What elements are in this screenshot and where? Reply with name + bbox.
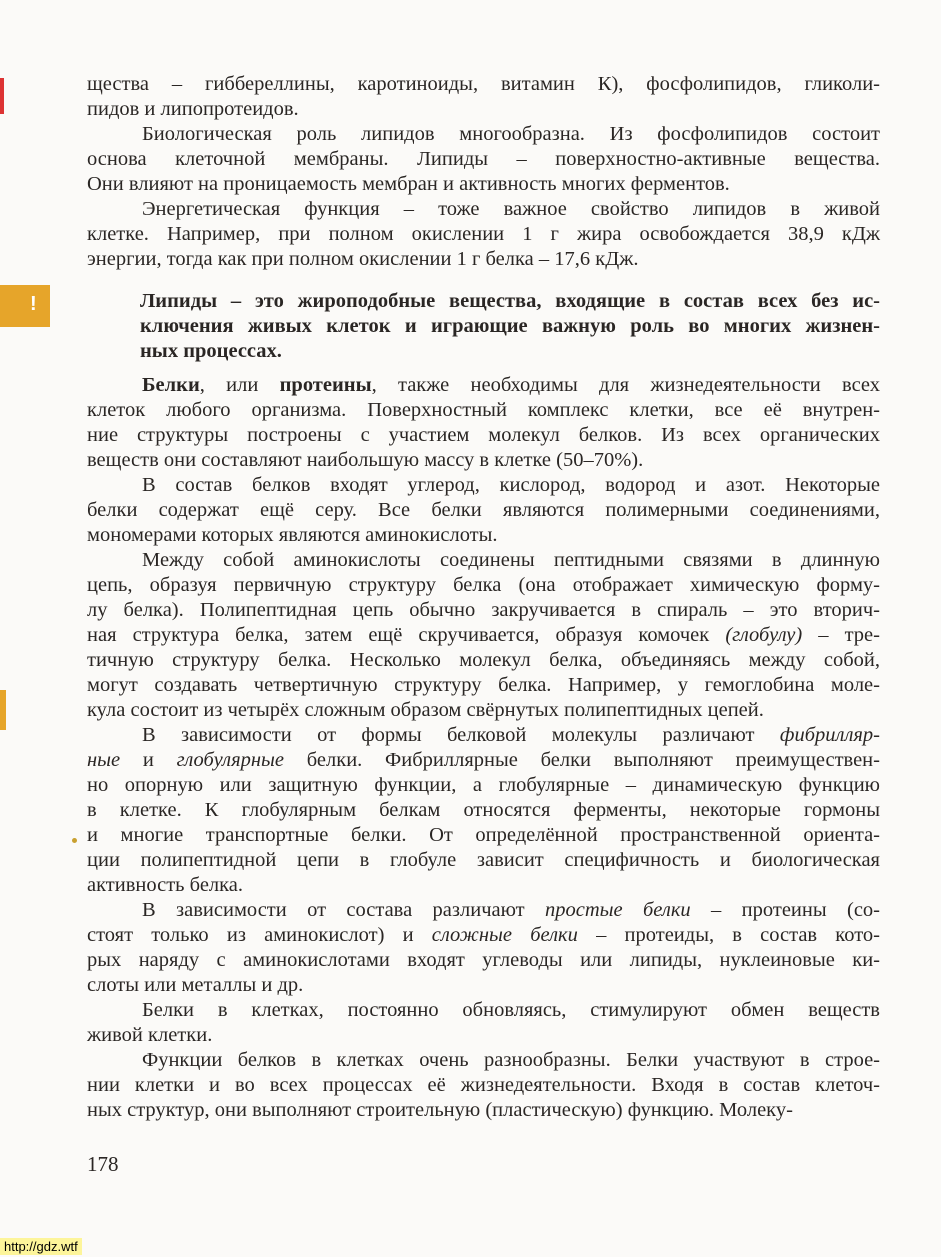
- text-run: и многие транспортные белки. От определённой пространственной ориента-: [87, 824, 880, 846]
- text-line: [87, 122, 880, 147]
- text-run: лу белка). Полипептидная цепь обычно закручивается в спираль – это вторич-: [87, 599, 880, 621]
- text-run: цепь, образуя первичную структуру белка (она отображает химическую форму-: [87, 574, 880, 596]
- paragraph: [87, 723, 880, 898]
- paragraph: [87, 1048, 880, 1123]
- text-run: , или: [199, 374, 280, 396]
- bold-term: протеины: [279, 374, 372, 396]
- page-number: 178: [87, 1152, 119, 1176]
- watermark-link[interactable]: http://gdz.wtf: [0, 1238, 82, 1255]
- paragraph: [87, 72, 880, 122]
- text-run: в клетке. К глобулярным белкам относятся ферменты, некоторые гормоны: [87, 799, 880, 821]
- text-line: [87, 423, 880, 448]
- text-line: [87, 172, 880, 197]
- text-run: веществ они составляют наибольшую массу в клетке (50–70%).: [87, 449, 644, 471]
- text-run: мономерами которых являются аминокислоты.: [87, 524, 498, 546]
- text-line: [87, 998, 880, 1023]
- text-run: , также необходимы для жизнедеятельности всех: [371, 374, 881, 396]
- text-line: [87, 748, 880, 773]
- text-run: ных процессах.: [140, 340, 282, 362]
- text-run: активность белка.: [87, 874, 244, 896]
- paragraph: [87, 898, 880, 998]
- text-line: [87, 523, 880, 548]
- text-line: [87, 398, 880, 423]
- text-run: – тре-: [802, 624, 880, 646]
- bold-term: Белки: [142, 374, 200, 396]
- text-run: рых наряду с аминокислотами входят углеводы или липиды, нуклеиновые ки-: [87, 949, 880, 971]
- text-run: живой клетки.: [87, 1024, 213, 1046]
- text-run: пидов и липопротеидов.: [87, 98, 299, 120]
- text-run: Между собой аминокислоты соединены пептидными связями в длинную: [142, 549, 880, 571]
- text-line: [87, 973, 880, 998]
- text-line: [87, 373, 880, 398]
- text-run: ная структура белка, затем ещё скручивается, образуя комочек: [87, 624, 726, 646]
- text-line: [87, 147, 880, 172]
- text-line: [87, 798, 880, 823]
- paragraph: [87, 122, 880, 197]
- text-run: Белки в клетках, постоянно обновляясь, стимулируют обмен веществ: [142, 999, 880, 1021]
- paragraph: [87, 473, 880, 548]
- italic-term: ные: [87, 749, 121, 771]
- text-run: могут создавать четвертичную структуру белка. Например, у гемоглобина моле-: [87, 674, 880, 696]
- margin-tab: [0, 690, 6, 730]
- italic-term: сложные белки: [431, 924, 578, 946]
- text-run: белки. Фибриллярные белки выполняют преимуществен-: [284, 749, 880, 771]
- text-line: [87, 698, 880, 723]
- definition-note: [140, 289, 880, 364]
- text-run: В зависимости от формы белковой молекулы различают: [142, 724, 780, 746]
- text-run: энергии, тогда как при полном окислении 1 г белка – 17,6 кДж.: [87, 248, 639, 270]
- text-run: – протеины (со-: [690, 899, 881, 921]
- text-line: [87, 222, 880, 247]
- text-run: кула состоит из четырёх сложным образом свёрнутых полипептидных цепей.: [87, 699, 764, 721]
- text-line: [87, 923, 880, 948]
- text-line: [87, 97, 880, 122]
- text-run: ных структур, они выполняют строительную (пластическую) функцию. Молеку-: [87, 1099, 793, 1121]
- paragraph: [87, 998, 880, 1048]
- text-line: [87, 573, 880, 598]
- text-line: [87, 648, 880, 673]
- text-run: ции полипептидной цепи в глобуле зависит специфичность и биологическая: [87, 849, 880, 871]
- text-line: [140, 339, 880, 364]
- paragraph: [87, 548, 880, 723]
- text-run: В зависимости от состава различают: [142, 899, 545, 921]
- text-run: нии клетки и во всех процессах её жизнедеятельности. Входя в состав клеточ-: [87, 1074, 880, 1096]
- text-line: [87, 773, 880, 798]
- text-line: [87, 448, 880, 473]
- text-run: ние структуры построены с участием молекул белков. Из всех органических: [87, 424, 880, 446]
- text-line: [87, 247, 880, 272]
- text-run: клеток любого организма. Поверхностный комплекс клетки, все её внутрен-: [87, 399, 880, 421]
- text-run: тичную структуру белка. Несколько молекул белка, объединяясь между собой,: [87, 649, 880, 671]
- text-run: клетке. Например, при полном окислении 1 г жира освобождается 38,9 кДж: [87, 223, 880, 245]
- text-run: стоят только из аминокислот) и: [87, 924, 432, 946]
- text-line: [87, 1098, 880, 1123]
- text-run: слоты или металлы и др.: [87, 974, 304, 996]
- text-line: [87, 1023, 880, 1048]
- text-run: основа клеточной мембраны. Липиды – поверхностно-активные вещества.: [87, 148, 880, 170]
- italic-term: простые белки: [544, 899, 691, 921]
- text-line: [87, 598, 880, 623]
- text-run: Они влияют на проницаемость мембран и активность многих ферментов.: [87, 173, 730, 195]
- text-line: [87, 723, 880, 748]
- paragraph: [87, 373, 880, 473]
- text-run: Функции белков в клетках очень разнообразны. Белки участвуют в строе-: [142, 1049, 880, 1071]
- text-run: и: [120, 749, 177, 771]
- text-run: Липиды – это жироподобные вещества, входящие в состав всех без ис-: [140, 290, 880, 312]
- text-line: [140, 289, 880, 314]
- text-line: [87, 848, 880, 873]
- text-line: [87, 823, 880, 848]
- text-line: [87, 1073, 880, 1098]
- text-line: [140, 314, 880, 339]
- text-run: В состав белков входят углерод, кислород, водород и азот. Некоторые: [142, 474, 880, 496]
- important-note-tab: [0, 285, 50, 327]
- text-line: [87, 197, 880, 222]
- text-line: [87, 623, 880, 648]
- text-run: Энергетическая функция – тоже важное свойство липидов в живой: [142, 198, 880, 220]
- text-line: [87, 498, 880, 523]
- text-line: [87, 673, 880, 698]
- italic-term: фибрилляр-: [779, 724, 880, 746]
- text-line: [87, 873, 880, 898]
- text-line: [87, 473, 880, 498]
- text-run: ключения живых клеток и играющие важную роль во многих жизнен-: [140, 315, 880, 337]
- paragraph: [87, 197, 880, 272]
- page-edge-mark: [0, 78, 4, 114]
- text-run: белки содержат ещё серу. Все белки являются полимерными соединениями,: [87, 499, 880, 521]
- text-run: щества – гиббереллины, каротиноиды, витамин К), фосфолипидов, гликоли-: [87, 73, 880, 95]
- text-line: [87, 1048, 880, 1073]
- text-run: Биологическая роль липидов многообразна. Из фосфолипидов состоит: [142, 123, 880, 145]
- text-run: – протеиды, в состав кото-: [577, 924, 880, 946]
- exclamation-icon: !: [30, 293, 37, 315]
- text-line: [87, 948, 880, 973]
- text-run: но опорную или защитную функции, а глобулярные – динамическую функцию: [87, 774, 880, 796]
- text-line: [87, 898, 880, 923]
- italic-term: (глобулу): [725, 624, 803, 646]
- margin-dot: [72, 838, 77, 843]
- text-line: [87, 548, 880, 573]
- italic-term: глобулярные: [176, 749, 284, 771]
- text-line: [87, 72, 880, 97]
- page-body: [87, 72, 880, 1123]
